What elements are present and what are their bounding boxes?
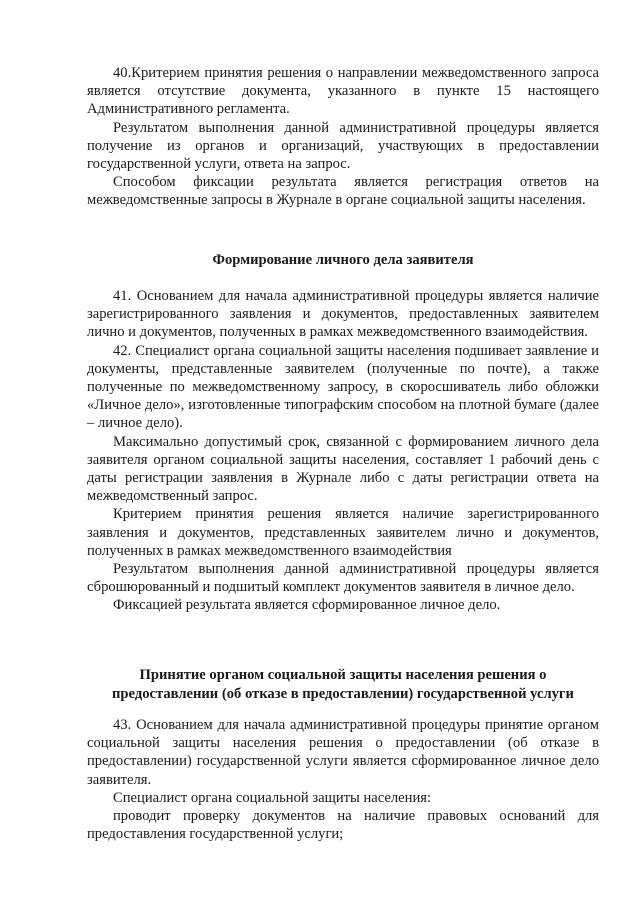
paragraph-fixation: Фиксацией результата является сформированное личное дело.: [113, 597, 501, 614]
paragraph-specialist: Специалист органа социальной защиты населения:: [113, 789, 432, 806]
paragraph-check: проводит проверку документов на наличие правовых оснований для предоставления государственной услуги;: [87, 808, 599, 843]
paragraph-42: 42. Специалист органа социальной защиты населения подшивает заявление и документы, представленные заявителем (полученные по почте), а также полученные по межведомственному запросу, в скоросшиватель либо обложки «Личное дело», изготовленные типографским способом на плотной бумаге (далее – личное дело).: [87, 342, 599, 432]
heading-personal-file: Формирование личного дела заявителя: [212, 252, 474, 268]
section-decision: [87, 716, 599, 843]
section-personal-file: [87, 287, 599, 615]
paragraph-40: 40.Критерием принятия решения о направлении межведомственного запроса является отсутствие документа, указанного в пункте 15 настоящего Административного регламента.: [87, 65, 599, 118]
heading-decision: [87, 666, 599, 703]
paragraph-criterion: Критерием принятия решения является наличие зарегистрированного заявления и документов, представленных заявителем лично и документов, полученных в рамках межведомственного взаимодействия: [87, 506, 599, 559]
paragraph-41: 41. Основанием для начала административной процедуры является наличие зарегистрированного заявления и документов, предоставленных заявителем лично и документов, полученных в рамках межведомственного взаимодействия.: [87, 288, 599, 341]
heading-decision-line-1: Принятие органом социальной защиты населения решения о: [139, 667, 547, 683]
section-interagency-request: [87, 64, 599, 210]
paragraph-43: 43. Основанием для начала административной процедуры принятие органом социальной защиты населения решения о предоставлении (об отказе в предоставлении) государственной услуги является сформированное личное дело заявителя.: [87, 717, 599, 788]
paragraph-max-term: Максимально допустимый срок, связанной с формированием личного дела заявителя органом социальной защиты населения, составляет 1 рабочий день с даты регистрации заявления в Журнале либо с даты регистрации ответа на межведомственный запрос.: [87, 433, 599, 505]
paragraph-fixation: Способом фиксации результата является регистрация ответов на межведомственные запросы в Журнале в органе социальной защиты населения.: [87, 174, 599, 209]
paragraph-result: Результатом выполнения данной административной процедуры является сброшюрованный и подшитый комплект документов заявителя в личное дело.: [87, 561, 599, 596]
heading-decision-line-2: предоставлении (об отказе в предоставлении) государственной услуги: [112, 685, 574, 702]
paragraph-result: Результатом выполнения данной административной процедуры является получение из органов и организаций, участвующих в предоставлении государственной услуги, ответа на запрос.: [87, 119, 599, 173]
